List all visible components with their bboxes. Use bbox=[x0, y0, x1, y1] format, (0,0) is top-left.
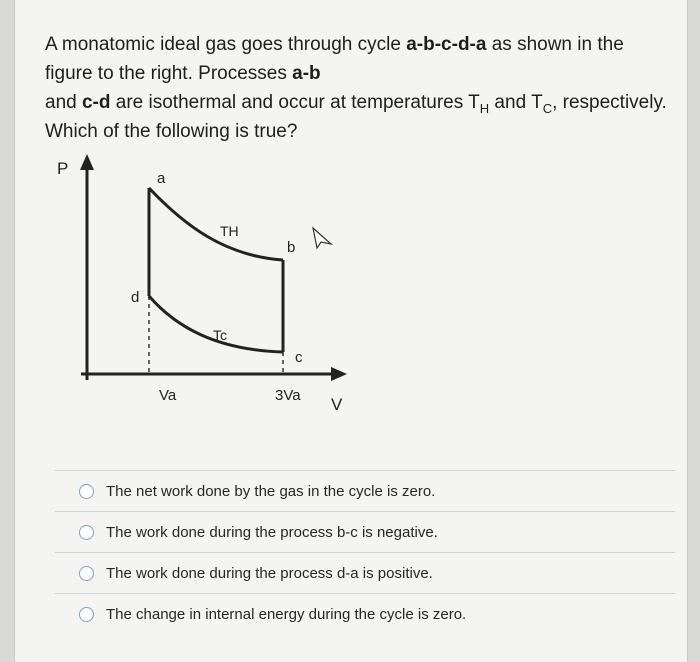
point-c-label: c bbox=[295, 349, 303, 366]
question-line-3 bbox=[45, 88, 685, 117]
answer-option[interactable] bbox=[55, 593, 675, 634]
subscript-h: H bbox=[479, 100, 490, 116]
question-card bbox=[14, 0, 688, 662]
option-label: The work done during the process b-c is negative. bbox=[106, 523, 438, 541]
option-label: The change in internal energy during the cycle is zero. bbox=[106, 605, 467, 623]
isotherm-tc-curve bbox=[149, 296, 283, 352]
answer-options bbox=[55, 470, 675, 634]
option-label: The work done during the process d-a is positive. bbox=[106, 564, 433, 582]
question-line-1 bbox=[45, 30, 685, 59]
question-text bbox=[45, 30, 685, 146]
question-text-segment: A monatomic ideal gas goes through cycle bbox=[45, 34, 407, 55]
process-label: a-b bbox=[292, 63, 321, 84]
p-axis-arrow bbox=[80, 154, 94, 170]
question-text-segment: are isothermal and occur at temperatures T bbox=[110, 92, 480, 113]
va-tick-label: Va bbox=[159, 387, 177, 404]
question-text-segment: figure to the right. Processes bbox=[45, 63, 293, 84]
radio-button[interactable] bbox=[79, 566, 94, 581]
point-d-label: d bbox=[131, 289, 140, 306]
subscript-c: C bbox=[542, 100, 553, 116]
isotherm-th-curve bbox=[149, 188, 283, 260]
cursor-icon bbox=[313, 228, 331, 248]
point-b-label: b bbox=[287, 239, 296, 256]
radio-button[interactable] bbox=[79, 525, 94, 540]
point-a-label: a bbox=[157, 170, 166, 187]
tc-label: Tc bbox=[213, 327, 227, 343]
answer-option[interactable] bbox=[55, 470, 675, 511]
question-line-2 bbox=[45, 59, 685, 88]
process-label: c-d bbox=[81, 92, 111, 113]
radio-button[interactable] bbox=[79, 607, 94, 622]
option-label: The net work done by the gas in the cycle is zero. bbox=[106, 482, 436, 500]
answer-option[interactable] bbox=[55, 511, 675, 552]
th-label: TH bbox=[220, 223, 239, 239]
3va-tick-label: 3Va bbox=[275, 387, 301, 404]
question-text-segment: as shown in the bbox=[486, 34, 624, 55]
question-text-segment: and bbox=[45, 92, 82, 113]
v-axis-label: V bbox=[331, 395, 343, 414]
answer-option[interactable] bbox=[55, 552, 675, 593]
v-axis-arrow bbox=[331, 367, 347, 381]
question-line-4: Which of the following is true? bbox=[45, 121, 298, 142]
question-text-segment: , respectively. bbox=[552, 92, 667, 113]
p-axis-label: P bbox=[57, 159, 69, 178]
pv-diagram bbox=[55, 148, 375, 428]
cycle-label: a-b-c-d-a bbox=[406, 34, 487, 55]
radio-button[interactable] bbox=[79, 484, 94, 499]
question-text-segment: and T bbox=[489, 92, 543, 113]
